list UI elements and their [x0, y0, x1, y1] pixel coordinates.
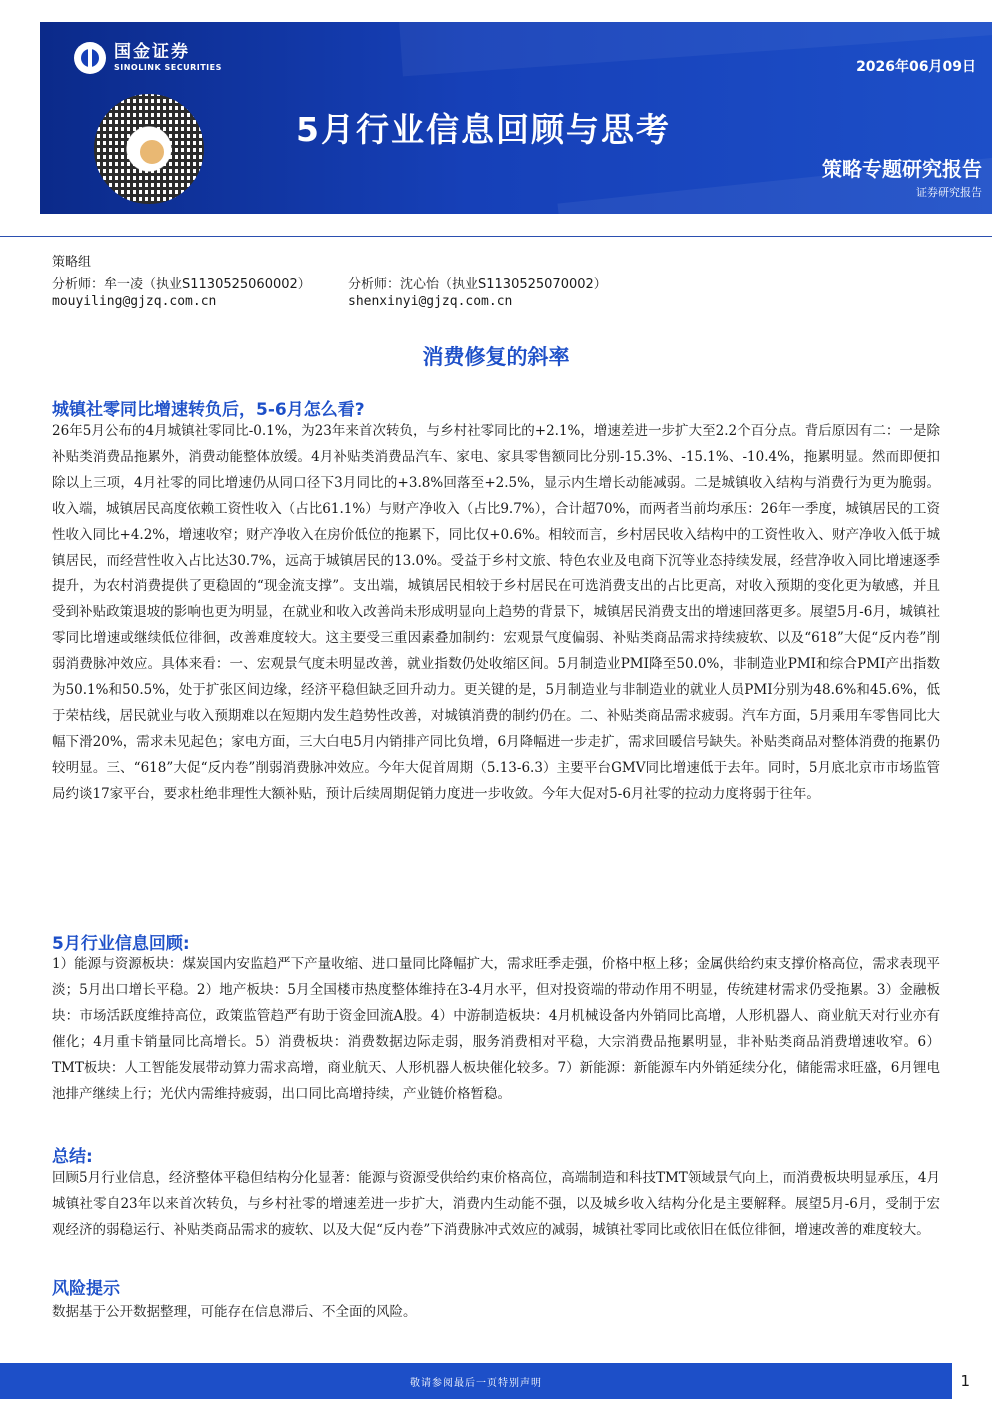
report-type: 策略专题研究报告 — [822, 157, 982, 181]
article-title: 消费修复的斜率 — [422, 345, 570, 369]
footer-disclaimer[interactable]: 敬请参阅最后一页特别声明 — [410, 1377, 542, 1389]
analyst-2: 分析师：沈心怡（执业S1130525070002） — [348, 277, 607, 292]
report-date: 2026年06月09日 — [856, 59, 976, 75]
team-name: 策略组 — [52, 255, 92, 270]
section-heading-industry-review: 5月行业信息回顾: — [52, 934, 190, 954]
analyst-1: 分析师：牟一凌（执业S1130525060002） — [52, 277, 311, 292]
section-heading-risk: 风险提示 — [52, 1279, 120, 1299]
analyst-2-email[interactable]: shenxinyi@gjzq.com.cn — [348, 294, 513, 309]
footer-bar — [0, 1363, 952, 1399]
header-banner — [40, 22, 992, 214]
brand-logo — [74, 42, 222, 74]
section-heading-summary: 总结: — [52, 1147, 93, 1167]
qr-center-badge — [137, 137, 167, 167]
report-subtype: 证券研究报告 — [916, 186, 982, 199]
analyst-1-email[interactable]: mouyiling@gjzq.com.cn — [52, 294, 217, 309]
section-body-risk: 数据基于公开数据整理，可能存在信息滞后、不全面的风险。 — [52, 1304, 417, 1320]
logo-cn-name: 国金证券 — [114, 42, 190, 62]
section-body-summary: 回顾5月行业信息，经济整体平稳但结构分化显著：能源与资源受供给约束价格高位，高端制造和科技TMT领域景气向上，而消费板块明显承压，4月城镇社零自23年以来首次转负，与乡村社零的增速差进一步扩大，消费内生动能不强，以及城乡收入结构分化是主要解释。展望5月-6月，受制于宏观经济的弱稳运行、补贴类商品需求的疲软、以及大促“反内卷”下消费脉冲式效应的减弱，城镇社零同比或依旧在低位徘徊，增速改善的难度较大。 — [52, 1170, 940, 1238]
sinolink-logo-icon — [74, 42, 106, 74]
page-number: 1 — [960, 1372, 970, 1390]
logo-en-name: SINOLINK SECURITIES — [114, 63, 222, 72]
report-title: 5月行业信息回顾与思考 — [296, 110, 671, 149]
section-heading-outlook: 城镇社零同比增速转负后，5-6月怎么看? — [52, 400, 365, 420]
header-divider — [0, 236, 992, 237]
section-body-outlook: 26年5月公布的4月城镇社零同比-0.1%，为23年来首次转负，与乡村社零同比的+2.1%，增速差进一步扩大至2.2个百分点。背后原因有二：一是除补贴类消费品拖累外，消费动能整体放缓。4月补贴类消费品汽车、家电、家具零售额同比分别-15.3%、-15.1%、-10.4%，拖累明显。然而即便扣除以上三项，4月社零的同比增速仍从同口径下3月同比的+3.8%回落至+2.5%，显示内生增长动能减弱。二是城镇收入结构与消费行为更为脆弱。收入端，城镇居民高度依赖工资性收入（占比61.1%）与财产净收入（占比9.7%），合计超70%，而两者当前均承压：26年一季度，城镇居民的工资性收入同比+4.2%，增速收窄；财产净收入在房价低位的拖累下，同比仅+0.6%。相较而言，乡村居民收入结构中的工资性收入、财产净收入低于城镇居民，而经营性收入占比达30.7%，远高于城镇居民的13.0%。受益于乡村文旅、特色农业及电商下沉等业态持续发展，经营净收入同比增速逐季提升，为农村消费提供了更稳固的“现金流支撑”。支出端，城镇居民相较于乡村居民在可选消费支出的占比更高，对收入预期的变化更为敏感，并且受到补贴政策退坡的影响也更为明显，在就业和收入改善尚未形成明显向上趋势的背景下，城镇居民消费支出的增速回落更多。展望5月-6月，城镇社零同比增速或继续低位徘徊，改善难度较大。这主要受三重因素叠加制约：宏观景气度偏弱、补贴类商品需求持续疲软、以及“618”大促“反内卷”削弱消费脉冲效应。具体来看：一、宏观景气度未明显改善，就业指数仍处收缩区间。5月制造业PMI降至50.0%，非制造业PMI和综合PMI产出指数为50.1%和50.5%，处于扩张区间边缘，经济平稳但缺乏回升动力。更关键的是，5月制造业与非制造业的就业人员PMI分别为48.6%和45.6%，低于荣枯线，居民就业与收入预期难以在短期内发生趋势性改善，对城镇消费的制约仍在。二、补贴类商品需求疲弱。汽车方面，5月乘用车零售同比大幅下滑20%，需求未见起色；家电方面，三大白电5月内销排产同比负增，6月降幅进一步走扩，需求回暖信号缺失。补贴类商品对整体消费的拖累仍较明显。三、“618”大促“反内卷”削弱消费脉冲效应。今年大促首周期（5.13-6.3）主要平台GMV同比增速低于去年。同时，5月底北京市市场监管局约谈17家平台，要求杜绝非理性大额补贴，预计后续周期促销力度进一步收敛。今年大促对5-6月社零的拉动力度将弱于往年。 — [52, 423, 940, 802]
section-body-industry-review: 1）能源与资源板块：煤炭国内安监趋严下产量收缩、进口量同比降幅扩大，需求旺季走强，价格中枢上移；金属供给约束支撑价格高位，需求表现平淡；5月出口增长平稳。2）地产板块：5月全国楼市热度整体维持在3-4月水平，但对投资端的带动作用不明显，传统建材需求仍受拖累。3）金融板块：市场活跃度维持高位，政策监管趋严有助于资金回流A股。4）中游制造板块：4月机械设备内外销同比高增，人形机器人、商业航天对行业亦有催化；4月重卡销量同比高增长。5）消费板块：消费数据边际走弱，服务消费相对平稳，大宗消费品拖累明显，非补贴类商品消费增速收窄。6）TMT板块：人工智能发展带动算力需求高增，商业航天、人形机器人板块催化较多。7）新能源：新能源车内外销延续分化，储能需求旺盛，6月锂电池排产继续上行；光伏内需维持疲弱，出口同比高增持续，产业链价格暂稳。 — [52, 956, 940, 1102]
